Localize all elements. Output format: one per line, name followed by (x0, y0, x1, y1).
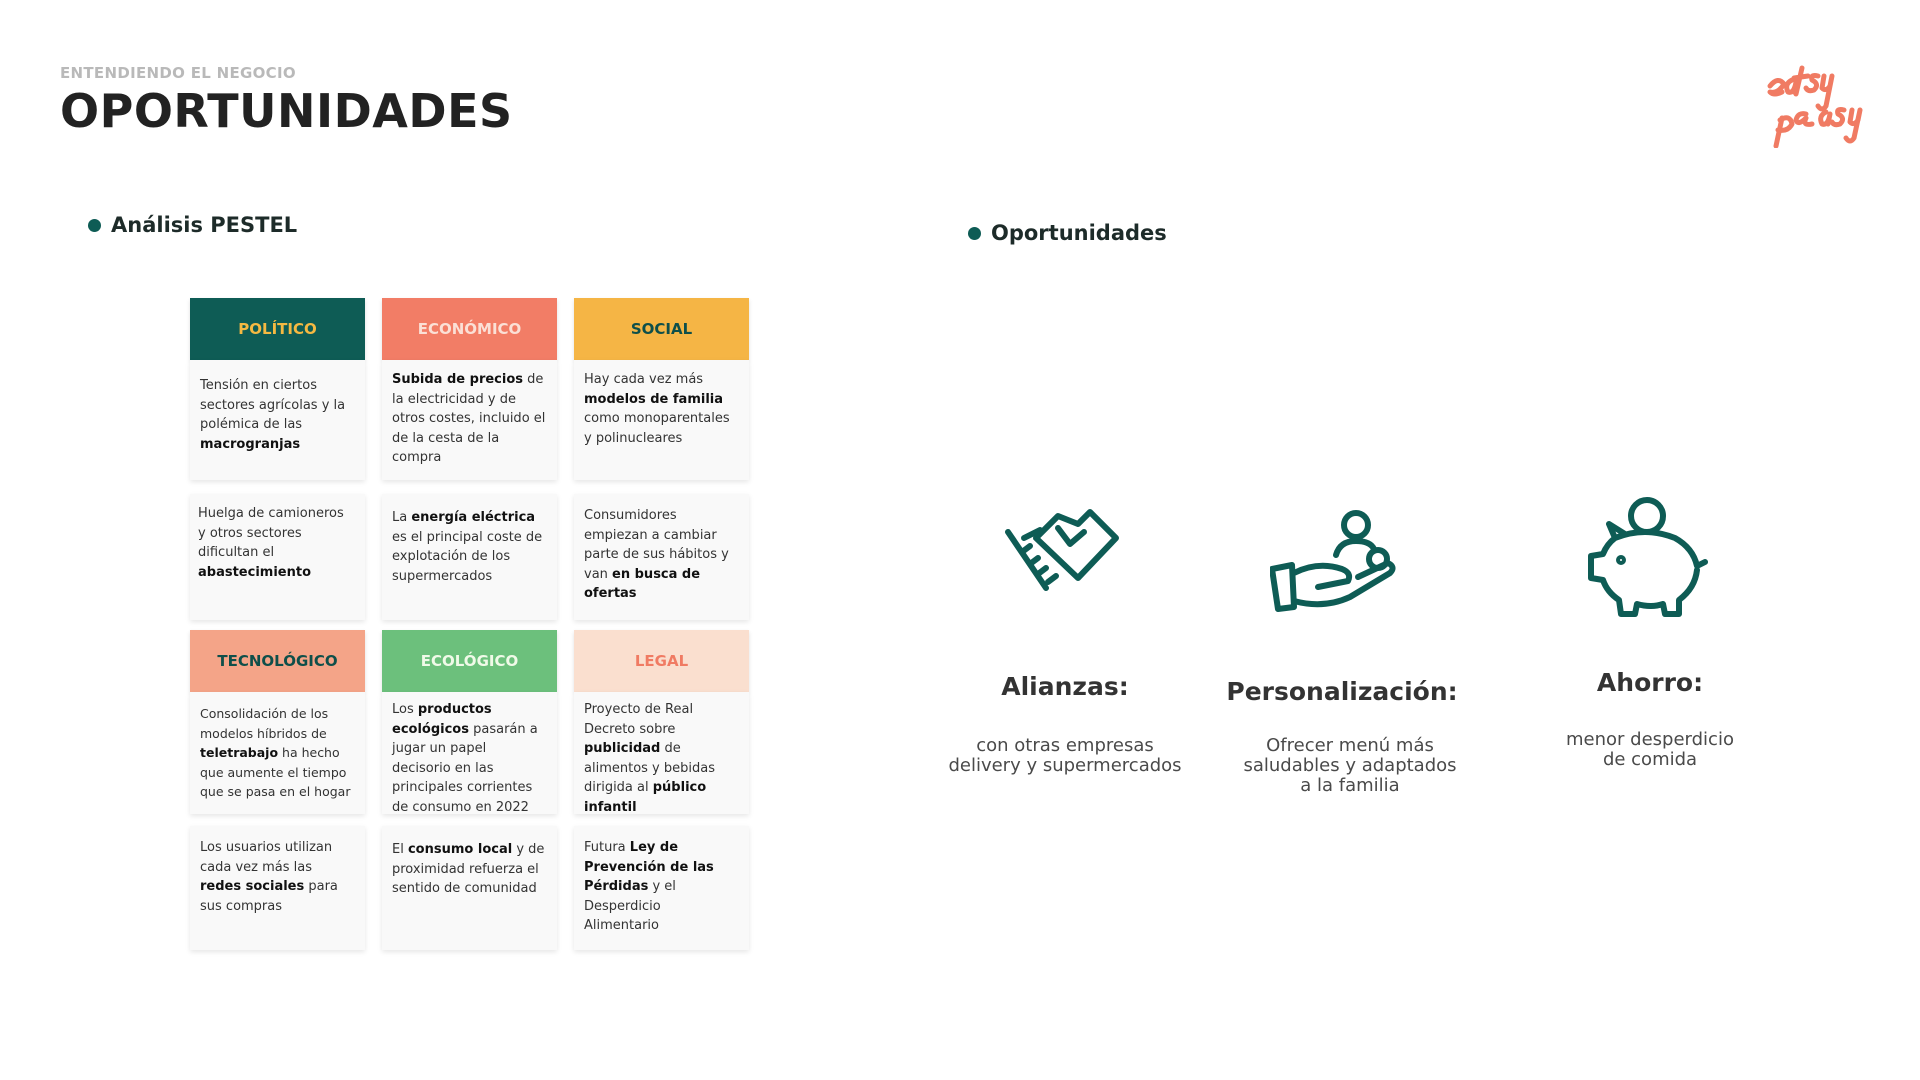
category-economico: ECONÓMICO (382, 298, 557, 360)
pestel-card-economico-2: La energía eléctrica es el principal coste de explotación de los supermercados (382, 494, 557, 620)
pestel-card-economico-1: Subida de precios de la electricidad y de otros costes, incluido el de la cesta de la compra (382, 360, 557, 480)
pestel-card-ecologico-2: El consumo local y de proximidad refuerza el sentido de comunidad (382, 826, 557, 950)
section-kicker: ENTENDIENDO EL NEGOCIO (60, 64, 296, 82)
category-tecnologico: TECNOLÓGICO (190, 630, 365, 692)
pestel-card-tecnologico-1: Consolidación de los modelos híbridos de teletrabajo ha hecho que aumente el tiempo que se pasa en el hogar (190, 692, 365, 814)
pestel-card-tecnologico-2: Los usuarios utilizan cada vez más las redes sociales para sus compras (190, 826, 365, 950)
category-legal: LEGAL (574, 630, 749, 692)
category-social: SOCIAL (574, 298, 749, 360)
opportunities-heading-label: Oportunidades (991, 221, 1167, 245)
opportunity-desc-alianzas: con otras empresas delivery y supermercados (948, 735, 1182, 776)
pestel-card-politico-2: Huelga de camioneros y otros sectores dificultan el abastecimiento (190, 494, 365, 620)
pestel-card-social-1: Hay cada vez más modelos de familia como monoparentales y polinucleares (574, 360, 749, 480)
pestel-card-social-2: Consumidores empiezan a cambiar parte de sus hábitos y van en busca de ofertas (574, 494, 749, 620)
eatsy-peasy-logo (1762, 58, 1880, 148)
opportunity-title-alianzas: Alianzas: (1001, 672, 1129, 701)
opportunity-desc-ahorro: menor desperdicio de comida (1566, 729, 1734, 770)
category-ecologico: ECOLÓGICO (382, 630, 557, 692)
bullet-dot (88, 219, 101, 232)
opportunity-desc-personalizacion: Ofrecer menú más saludables y adaptados a la familia (1243, 735, 1457, 796)
bullet-dot (968, 227, 981, 240)
page-title: OPORTUNIDADES (60, 84, 513, 138)
handshake-icon (1000, 490, 1130, 620)
pestel-card-legal-2: Futura Ley de Prevención de las Pérdidas y el Desperdicio Alimentario (574, 826, 749, 950)
pestel-heading-label: Análisis PESTEL (111, 213, 298, 237)
pestel-heading (88, 213, 297, 237)
opportunity-title-personalizacion: Personalización: (1226, 677, 1458, 706)
category-politico: POLÍTICO (190, 298, 365, 360)
pestel-card-legal-1: Proyecto de Real Decreto sobre publicidad de alimentos y bebidas dirigida al público infantil (574, 692, 749, 814)
piggy-bank-icon (1585, 492, 1715, 622)
pestel-card-politico-1: Tensión en ciertos sectores agrícolas y la polémica de las macrogranjas (190, 360, 365, 480)
pestel-card-ecologico-1: Los productos ecológicos pasarán a jugar un papel decisorio en las principales corrientes de consumo en 2022 (382, 692, 557, 814)
logo-mark (1762, 58, 1880, 148)
opportunity-title-ahorro: Ahorro: (1596, 668, 1704, 697)
opportunities-heading (968, 221, 1167, 245)
hand-person-icon (1270, 495, 1400, 625)
